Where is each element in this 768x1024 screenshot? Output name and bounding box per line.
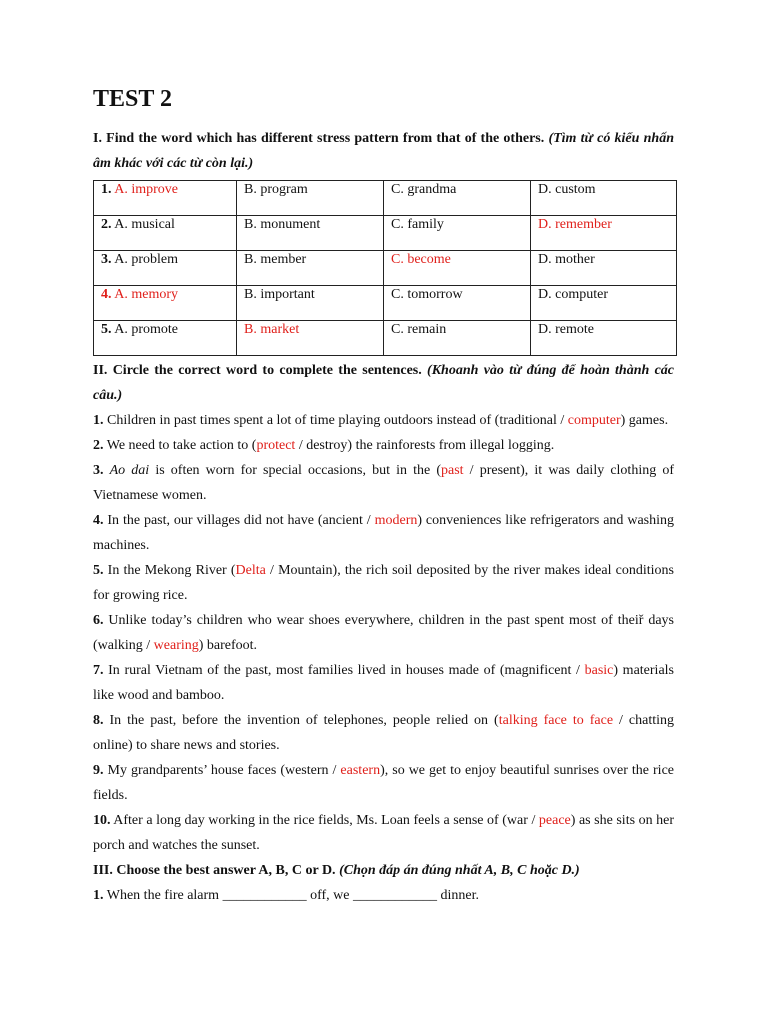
option-c: C. tomorrow <box>391 287 463 302</box>
sentence-text: Unlike today’s children who wear shoes everywhere, children in the past spent most of theiř days (walking / <box>93 613 674 653</box>
section1-heading-text: I. Find the word which has different stress pattern from that of the others. <box>93 131 545 146</box>
option-d: D. mother <box>538 252 595 267</box>
option-d: D. remote <box>538 322 594 337</box>
sentence-text: Ao dai <box>109 463 150 478</box>
sentence-text: ), so we get to enjoy beautiful sunrises over the rice fields. <box>93 763 674 803</box>
stress-cell-a <box>94 216 237 251</box>
option-a: A. problem <box>114 252 178 267</box>
option-d: D. remember <box>538 217 612 232</box>
sentence-text: / Mountain), the rich soil deposited by the river makes ideal conditions for growing rice. <box>93 563 674 603</box>
stress-cell-a <box>94 286 237 321</box>
option-a: A. memory <box>114 287 178 302</box>
stress-cell-c <box>384 286 531 321</box>
answer-choice: wearing <box>153 638 199 653</box>
stress-cell-b <box>237 181 384 216</box>
option-c: C. remain <box>391 322 447 337</box>
option-a: A. improve <box>114 182 178 197</box>
option-d: D. custom <box>538 182 596 197</box>
sentence-number: 9. <box>93 763 104 778</box>
stress-cell-d <box>531 216 677 251</box>
stress-cell-d <box>531 286 677 321</box>
stress-cell-c <box>384 251 531 286</box>
sentence-text: ) conveniences like refrigerators and washing machines. <box>93 513 674 553</box>
sentence-text: is often worn for special occasions, but in the ( <box>149 463 441 478</box>
stress-cell-b <box>237 286 384 321</box>
answer-choice: talking face to face <box>498 713 614 728</box>
section3-heading-vi: (Chọn đáp án đúng nhất A, B, C hoặc D.) <box>339 863 580 878</box>
option-b: B. member <box>244 252 307 267</box>
stress-cell-d <box>531 251 677 286</box>
sentence-text: ) barefoot. <box>198 638 258 653</box>
sentence-text: My grandparents’ house faces (western / <box>103 763 341 778</box>
sentence-text: / chatting online) to share news and stories. <box>93 713 674 753</box>
question-text: When the fire alarm ____________ off, we ____________ dinner. <box>103 888 479 903</box>
option-b: B. program <box>244 182 308 197</box>
sentence-number: 8. <box>93 713 104 728</box>
sentence-number: 10. <box>93 813 111 828</box>
stress-cell-c <box>384 321 531 356</box>
sentence-text: ) materials like wood and bamboo. <box>93 663 674 703</box>
row-number: 5. <box>101 322 112 337</box>
sentence-text: ) as she sits on her porch and watches the sunset. <box>93 813 674 853</box>
sentence-item <box>93 433 674 458</box>
page-title: TEST 2 <box>93 86 172 112</box>
stress-row <box>94 181 677 216</box>
stress-cell-c <box>384 216 531 251</box>
stress-cell-b <box>237 216 384 251</box>
sentence-text: / present), it was daily clothing of Vietnamese women. <box>93 463 675 503</box>
sentence-item <box>93 408 674 433</box>
sentence-text: Children in past times spent a lot of time playing outdoors instead of (traditional / <box>103 413 568 428</box>
section2-items <box>93 408 674 858</box>
stress-cell-d <box>531 321 677 356</box>
sentence-item <box>93 808 674 858</box>
section3-heading-text: III. Choose the best answer A, B, C or D. <box>93 863 336 878</box>
sentence-number: 5. <box>93 563 104 578</box>
option-a: A. musical <box>114 217 175 232</box>
sentence-item <box>93 558 674 608</box>
stress-table-body <box>94 181 677 356</box>
option-a: A. promote <box>114 322 178 337</box>
stress-cell-c <box>384 181 531 216</box>
stress-table <box>93 180 677 356</box>
option-d: D. computer <box>538 287 608 302</box>
answer-choice: Delta <box>235 563 266 578</box>
option-b: B. monument <box>244 217 321 232</box>
section2-heading <box>93 358 674 408</box>
section1-heading-vi: (Tìm từ có kiểu nhấn âm khác với các từ còn lại.) <box>93 131 674 171</box>
stress-row <box>94 286 677 321</box>
row-number: 1. <box>101 182 112 197</box>
stress-cell-b <box>237 251 384 286</box>
sentence-item <box>93 658 674 708</box>
option-b: B. market <box>244 322 300 337</box>
answer-choice: modern <box>374 513 418 528</box>
sentence-text: We need to take action to ( <box>103 438 257 453</box>
sentence-item <box>93 758 674 808</box>
answer-choice: basic <box>584 663 614 678</box>
option-c: C. family <box>391 217 444 232</box>
section2-heading-vi: (Khoanh vào từ đúng để hoàn thành các câu.) <box>93 363 674 403</box>
stress-cell-a <box>94 251 237 286</box>
answer-choice: computer <box>567 413 621 428</box>
sentence-item <box>93 608 674 658</box>
stress-cell-b <box>237 321 384 356</box>
option-c: C. become <box>391 252 451 267</box>
sentence-text: / destroy) the rainforests from illegal logging. <box>295 438 555 453</box>
section1-heading <box>93 126 674 176</box>
answer-choice: eastern <box>340 763 381 778</box>
sentence-number: 6. <box>93 613 104 628</box>
stress-cell-a <box>94 321 237 356</box>
section3-heading <box>93 858 674 883</box>
option-c: C. grandma <box>391 182 457 197</box>
answer-choice: past <box>441 463 464 478</box>
sentence-text: In rural Vietnam of the past, most families lived in houses made of (magnificent / <box>103 663 585 678</box>
stress-cell-a <box>94 181 237 216</box>
section2-heading-text: II. Circle the correct word to complete the sentences. <box>93 363 422 378</box>
answer-choice: peace <box>538 813 571 828</box>
option-b: B. important <box>244 287 315 302</box>
sentence-text: In the past, before the invention of telephones, people relied on ( <box>103 713 499 728</box>
sentence-item <box>93 508 674 558</box>
question-number: 1. <box>93 888 104 903</box>
stress-row <box>94 216 677 251</box>
sentence-text: ) games. <box>620 413 669 428</box>
sentence-item <box>93 458 674 508</box>
answer-choice: protect <box>256 438 296 453</box>
sentence-text: In the Mekong River ( <box>103 563 236 578</box>
row-number: 4. <box>101 287 112 302</box>
sentence-number: 2. <box>93 438 104 453</box>
section3-question-1 <box>93 883 674 908</box>
sentence-text: After a long day working in the rice fields, Ms. Loan feels a sense of (war / <box>110 813 539 828</box>
stress-row <box>94 321 677 356</box>
stress-row <box>94 251 677 286</box>
document-page <box>93 84 674 908</box>
stress-cell-d <box>531 181 677 216</box>
sentence-number: 1. <box>93 413 104 428</box>
row-number: 2. <box>101 217 112 232</box>
sentence-item <box>93 708 674 758</box>
sentence-number: 4. <box>93 513 104 528</box>
sentence-text: In the past, our villages did not have (ancient / <box>103 513 375 528</box>
sentence-number: 7. <box>93 663 104 678</box>
row-number: 3. <box>101 252 112 267</box>
sentence-number: 3. <box>93 463 104 478</box>
